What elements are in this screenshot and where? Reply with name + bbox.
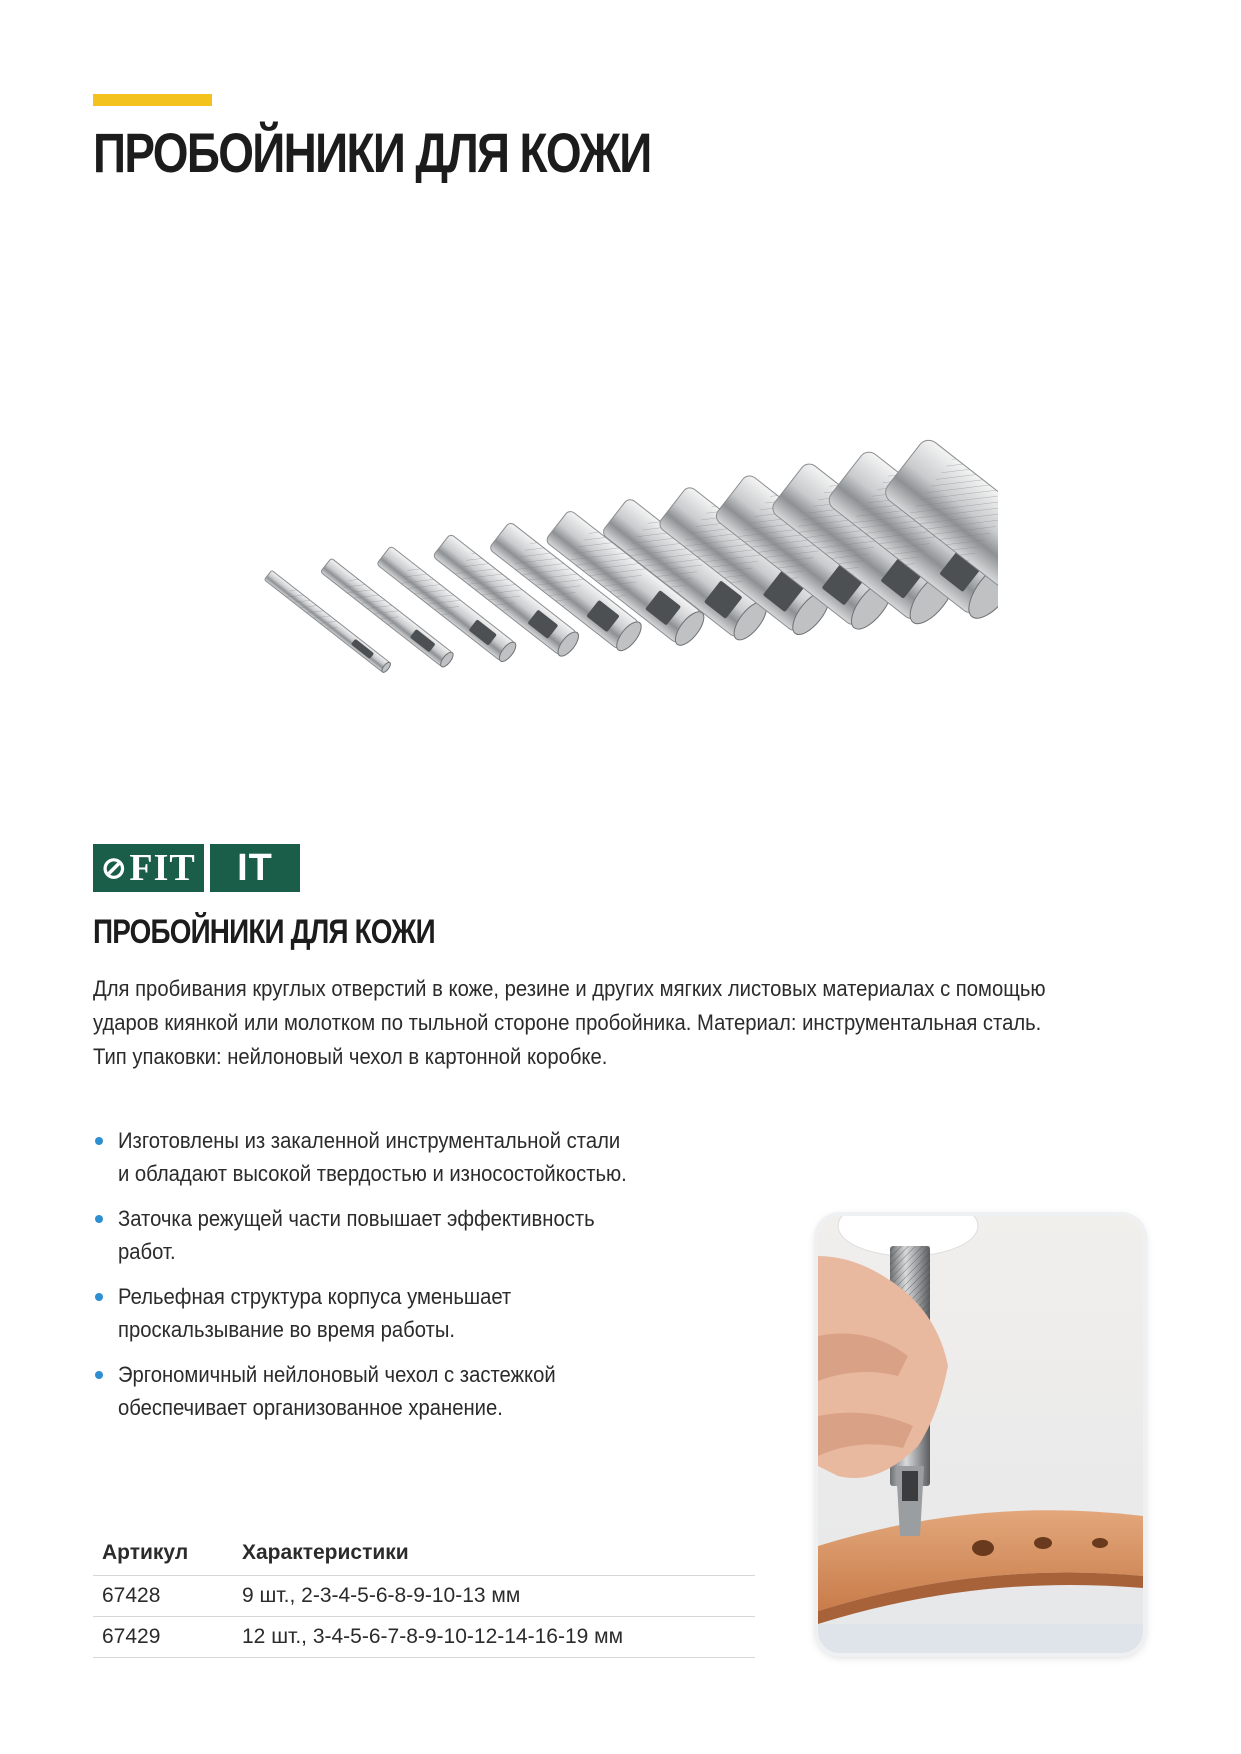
fit-logo bbox=[93, 844, 300, 892]
hole-punch bbox=[320, 558, 455, 669]
product-title: ПРОБОЙНИКИ ДЛЯ КОЖИ bbox=[93, 913, 435, 951]
column-header-specs: Характеристики bbox=[233, 1533, 755, 1576]
spec-table bbox=[93, 1533, 755, 1658]
feature-item: Заточка режущей части повышает эффективность работ. bbox=[93, 1202, 653, 1268]
logo-it: IT bbox=[210, 844, 300, 892]
accent-bar bbox=[93, 94, 212, 106]
logo-fit: ⊘ FIT bbox=[93, 844, 204, 892]
hole-punch-set-image bbox=[238, 345, 998, 710]
feature-item: Изготовлены из закаленной инструментальной стали и обладают высокой твердостью и износостойкостью. bbox=[93, 1124, 653, 1190]
bullet-icon bbox=[95, 1371, 103, 1379]
hole-punch bbox=[264, 570, 392, 673]
column-header-article: Артикул bbox=[93, 1533, 233, 1576]
feature-list bbox=[93, 1124, 653, 1436]
feature-item: Эргономичный нейлоновый чехол с застежкой обеспечивает организованное хранение. bbox=[93, 1358, 653, 1424]
table-header-row bbox=[93, 1533, 755, 1576]
feature-item: Рельефная структура корпуса уменьшает проскальзывание во время работы. bbox=[93, 1280, 653, 1346]
bullet-icon bbox=[95, 1293, 103, 1301]
article-cell: 67429 bbox=[93, 1617, 233, 1658]
table-row bbox=[93, 1617, 755, 1658]
logo-mark-icon: ⊘ bbox=[101, 851, 128, 885]
bullet-icon bbox=[95, 1215, 103, 1223]
product-description: Для пробивания круглых отверстий в коже, резине и других мягких листовых материалах с помощью ударов киянкой или молотком по тыльной стороне пробойника. Материал: инструментальная сталь. Тип упаковки: нейлоновый чехол в картонной коробке. bbox=[93, 976, 1046, 1069]
bullet-icon bbox=[95, 1137, 103, 1145]
specs-cell: 12 шт., 3-4-5-6-7-8-9-10-12-14-16-19 мм bbox=[233, 1617, 755, 1658]
specs-cell: 9 шт., 2-3-4-5-6-8-9-10-13 мм bbox=[233, 1576, 755, 1617]
usage-photo bbox=[818, 1216, 1143, 1653]
table-row bbox=[93, 1576, 755, 1617]
article-cell: 67428 bbox=[93, 1576, 233, 1617]
page-title: ПРОБОЙНИКИ ДЛЯ КОЖИ bbox=[93, 121, 651, 184]
